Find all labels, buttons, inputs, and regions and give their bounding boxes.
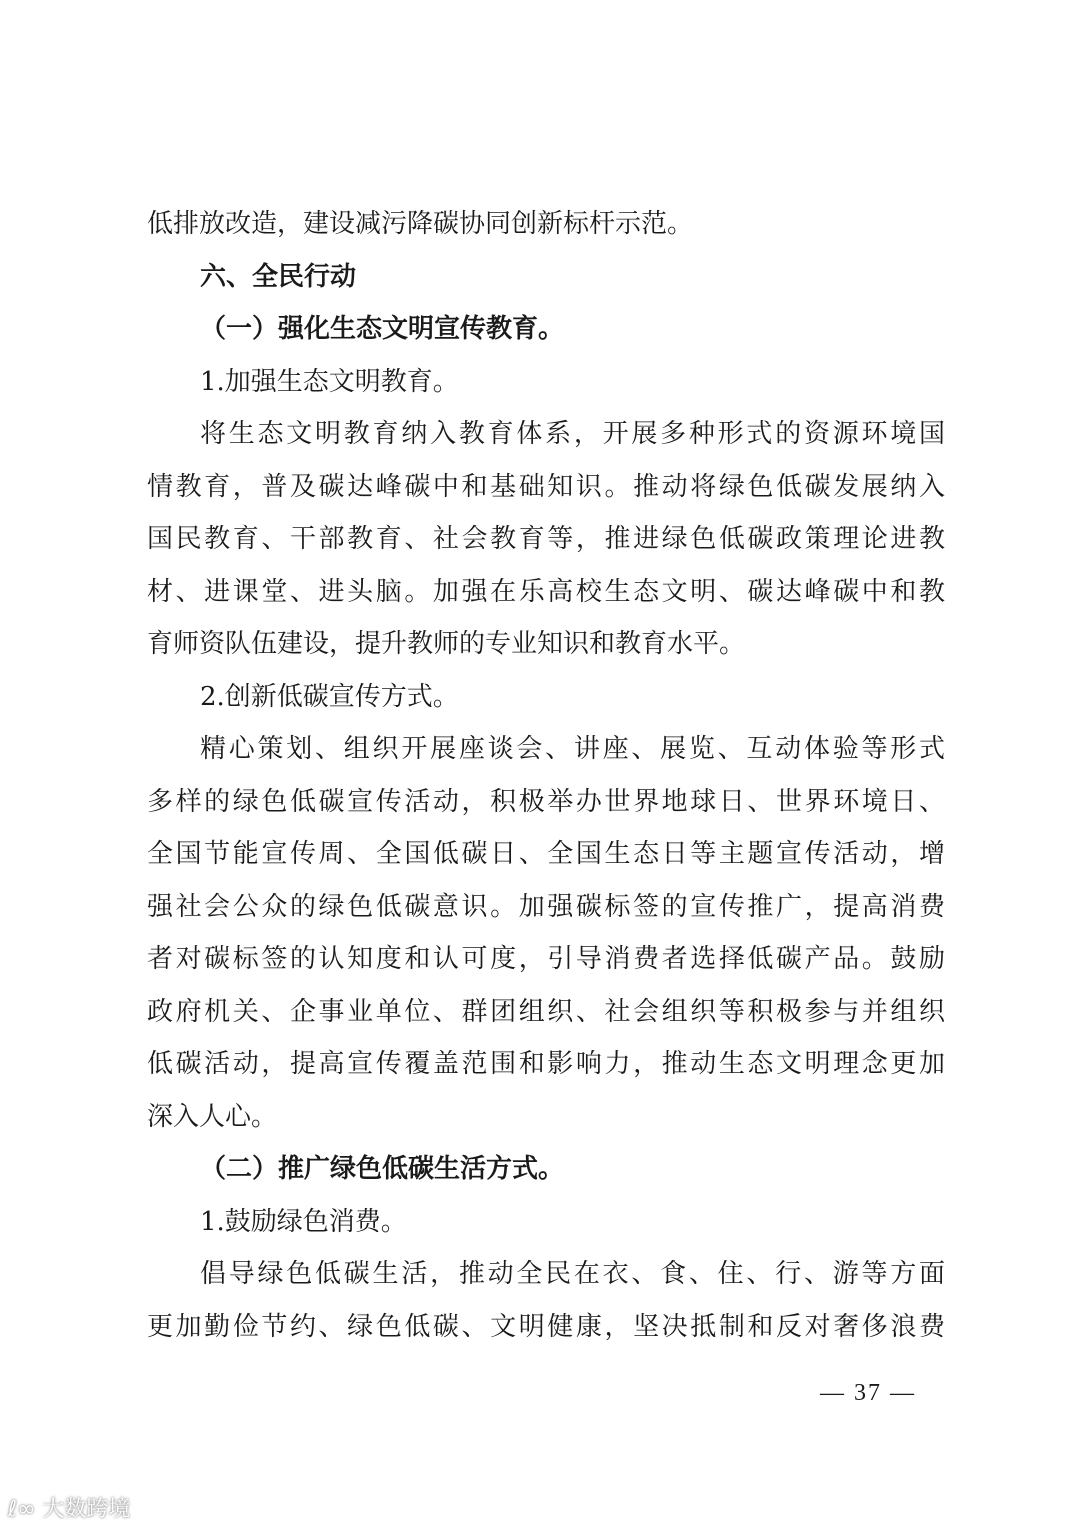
- text-line: 倡导绿色低碳生活，推动全民在衣、食、住、行、游等方面: [200, 1259, 945, 1289]
- text-line: 1.加强生态文明教育。: [200, 366, 459, 397]
- text-line: 多样的绿色低碳宣传活动，积极举办世界地球日、世界环境日、: [147, 786, 945, 817]
- text-line: 深入人心。: [147, 1101, 278, 1132]
- page-number: — 37 —: [820, 1380, 916, 1406]
- text-line: 情教育，普及碳达峰碳中和基础知识。推动将绿色低碳发展纳入: [147, 471, 945, 502]
- text-line: 材、进课堂、进头脑。加强在乐高校生态文明、碳达峰碳中和教: [147, 576, 945, 607]
- document-body: [147, 198, 945, 1353]
- text-line: 2.创新低碳宣传方式。: [200, 681, 459, 712]
- subsection-heading: （一）强化生态文明宣传教育。: [200, 314, 565, 344]
- text-line: 者对碳标签的认知度和认可度，引导消费者选择低碳产品。鼓励: [147, 944, 945, 974]
- text-line: 1.鼓励绿色消费。: [200, 1206, 407, 1237]
- text-line: 国民教育、干部教育、社会教育等，推进绿色低碳政策理论进教: [147, 524, 945, 554]
- text-line: 精心策划、组织开展座谈会、讲座、展览、互动体验等形式: [200, 734, 945, 764]
- text-line: 低排放改造，建设减污降碳协同创新标杆示范。: [147, 209, 694, 239]
- text-line: 全国节能宣传周、全国低碳日、全国生态日等主题宣传活动，增: [147, 839, 945, 869]
- watermark-icon: ℓ∞: [8, 1497, 43, 1522]
- text-line: 政府机关、企事业单位、群团组织、社会组织等积极参与并组织: [147, 996, 945, 1027]
- text-line: 更加勤俭节约、绿色低碳、文明健康，坚决抵制和反对奢侈浪费: [147, 1311, 945, 1342]
- text-line: 育师资队伍建设，提升教师的专业知识和教育水平。: [147, 629, 746, 659]
- subsection-heading: （二）推广绿色低碳生活方式。: [200, 1154, 565, 1184]
- section-heading: 六、全民行动: [200, 261, 357, 292]
- text-line: 将生态文明教育纳入教育体系，开展多种形式的资源环境国: [200, 419, 945, 449]
- watermark-text: 大数跨境: [42, 1497, 131, 1522]
- text-line: 强社会公众的绿色低碳意识。加强碳标签的宣传推广，提高消费: [147, 891, 945, 922]
- text-line: 低碳活动，提高宣传覆盖范围和影响力，推动生态文明理念更加: [147, 1049, 945, 1079]
- watermark-logo: [8, 1492, 130, 1523]
